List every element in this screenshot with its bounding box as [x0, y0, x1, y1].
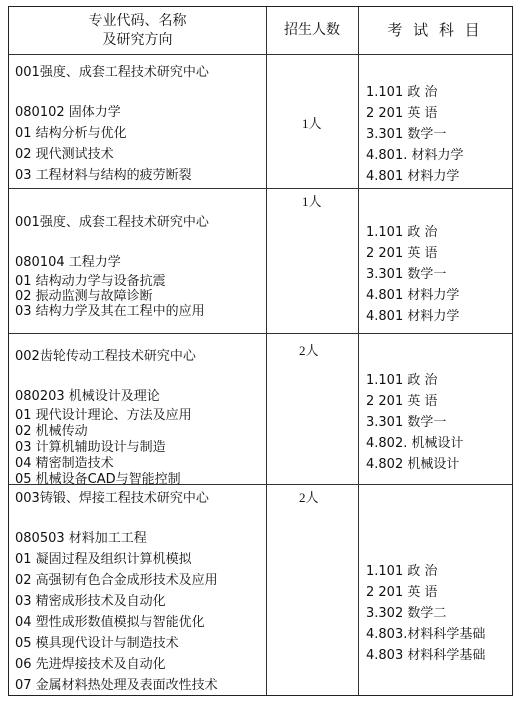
direction-item: 06 先进焊接技术及自动化 [15, 657, 166, 672]
direction-item: 01 现代设计理论、方法及应用 [15, 408, 192, 423]
direction-item: 03 精密成形技术及自动化 [15, 594, 166, 609]
major-name: 080203 机械设计及理论 [15, 389, 160, 404]
direction-item: 02 振动监测与故障诊断 [15, 289, 153, 304]
subject-item: 4.802. 机械设计 [366, 436, 464, 451]
header-major-line1: 专业代码、名称 [88, 12, 187, 29]
subject-item: 3.301 数学一 [366, 415, 447, 430]
row-divider [9, 333, 512, 334]
header-subjects: 考 试 科 目 [387, 21, 483, 39]
enrollment-count: 2人 [299, 490, 319, 505]
subject-item: 4.801 材料力学 [366, 309, 460, 324]
enrollment-count: 1人 [302, 116, 322, 131]
subject-item: 4.802 机械设计 [366, 457, 460, 472]
enrollment-count: 1人 [302, 194, 322, 209]
direction-item: 03 结构力学及其在工程中的应用 [15, 304, 205, 319]
subject-item: 2 201 英 语 [366, 246, 438, 261]
major-name: 080102 固体力学 [15, 105, 121, 120]
header-major [9, 7, 266, 54]
subject-item: 2 201 英 语 [366, 106, 438, 121]
subject-item: 3.302 数学二 [366, 606, 447, 621]
direction-item: 02 现代测试技术 [15, 147, 114, 162]
row-divider [9, 54, 512, 55]
row-divider [9, 188, 512, 189]
direction-item: 01 结构分析与优化 [15, 126, 127, 141]
subject-item: 2 201 英 语 [366, 585, 438, 600]
direction-item: 03 计算机辅助设计与制造 [15, 440, 166, 455]
direction-item: 04 塑性成形数值模拟与智能优化 [15, 615, 205, 630]
major-name: 080503 材料加工工程 [15, 531, 147, 546]
direction-item: 01 凝固过程及组织计算机模拟 [15, 552, 192, 567]
subject-item: 4.803.材料科学基础 [366, 627, 486, 642]
research-center: 002齿轮传动工程技术研究中心 [15, 349, 196, 364]
subject-item: 4.801. 材料力学 [366, 148, 464, 163]
column-divider [266, 7, 267, 695]
enrollment-count: 2人 [299, 343, 319, 358]
direction-item: 02 机械传动 [15, 424, 88, 439]
subject-item: 2 201 英 语 [366, 394, 438, 409]
direction-item: 05 机械设备CAD与智能控制 [15, 472, 181, 487]
direction-item: 03 工程材料与结构的疲劳断裂 [15, 168, 192, 183]
research-center: 001强度、成套工程技术研究中心 [15, 215, 209, 230]
direction-item: 04 精密制造技术 [15, 456, 114, 471]
subject-item: 3.301 数学一 [366, 267, 447, 282]
subject-item: 4.801 材料力学 [366, 288, 460, 303]
research-center: 001强度、成套工程技术研究中心 [15, 65, 209, 80]
major-name: 080104 工程力学 [15, 255, 121, 270]
direction-item: 01 结构动力学与设备抗震 [15, 274, 166, 289]
admissions-table [8, 6, 513, 696]
subject-item: 1.101 政 治 [366, 225, 438, 240]
column-divider [358, 7, 359, 695]
subject-item: 1.101 政 治 [366, 564, 438, 579]
subject-item: 1.101 政 治 [366, 85, 438, 100]
header-major-line2: 及研究方向 [102, 31, 173, 48]
subject-item: 4.801 材料力学 [366, 169, 460, 184]
direction-item: 02 高强韧有色合金成形技术及应用 [15, 573, 218, 588]
subject-item: 1.101 政 治 [366, 373, 438, 388]
header-enrollment: 招生人数 [284, 22, 340, 38]
direction-item: 07 金属材料热处理及表面改性技术 [15, 678, 218, 693]
research-center: 003铸锻、焊接工程技术研究中心 [15, 491, 209, 506]
subject-item: 3.301 数学一 [366, 127, 447, 142]
subject-item: 4.803 材料科学基础 [366, 648, 486, 663]
direction-item: 05 模具现代设计与制造技术 [15, 636, 179, 651]
